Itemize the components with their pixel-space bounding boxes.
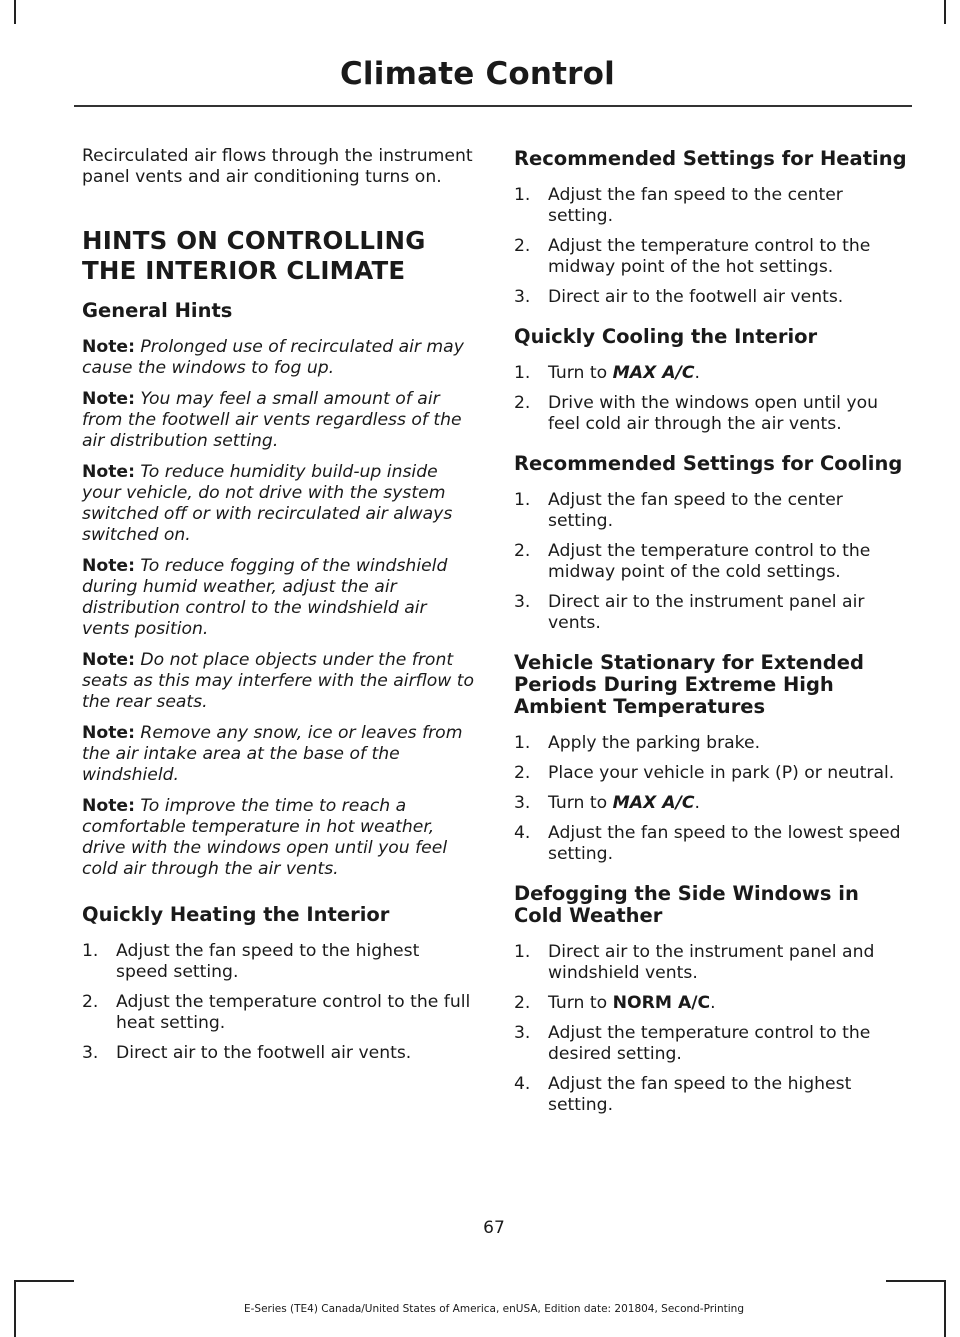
list-item	[514, 823, 908, 865]
list-item	[514, 793, 908, 814]
note-label: Note:	[82, 337, 135, 357]
step-number: 2.	[514, 393, 531, 413]
control-label: MAX A/C	[612, 793, 695, 813]
list-item	[514, 490, 908, 532]
crop-mark	[14, 0, 16, 24]
list-item	[514, 993, 908, 1014]
section-title: HINTS ON CONTROLLING THE INTERIOR CLIMATE	[82, 226, 426, 285]
step-number: 2.	[82, 992, 99, 1012]
note	[82, 462, 476, 546]
rec-heat-steps	[514, 185, 908, 308]
step-number: 3.	[82, 1043, 99, 1063]
intro-paragraph: Recirculated air flows through the instrument panel vents and air conditioning turns on.	[82, 146, 473, 187]
step-text: Adjust the temperature control to the midway point of the hot settings.	[548, 236, 871, 277]
step-number: 4.	[514, 823, 531, 843]
step-text: Direct air to the instrument panel air vents.	[548, 592, 865, 633]
step-text: Adjust the fan speed to the highest setting.	[548, 1074, 852, 1115]
note-label: Note:	[82, 462, 135, 482]
step-number: 1.	[514, 363, 531, 383]
step-text-part: Turn to	[548, 993, 608, 1013]
step-text: Adjust the fan speed to the highest speed setting.	[116, 941, 420, 982]
list-item	[82, 941, 476, 983]
step-text-part: .	[710, 993, 716, 1013]
step-text-part: .	[694, 793, 700, 813]
rec-cool-steps	[514, 490, 908, 634]
step-text: Adjust the fan speed to the lowest speed setting.	[548, 823, 901, 864]
crop-mark	[886, 1280, 946, 1282]
list-item	[514, 541, 908, 583]
step-text: Adjust the temperature control to the desired setting.	[548, 1023, 871, 1064]
note-text: Remove any snow, ice or leaves from the air intake area at the base of the windshield.	[82, 723, 463, 785]
note	[82, 389, 476, 452]
step-text: Adjust the temperature control to the full heat setting.	[116, 992, 471, 1033]
note	[82, 723, 476, 786]
step-number: 4.	[514, 1074, 531, 1094]
quick-cool-steps	[514, 363, 908, 435]
quick-heat-steps	[82, 941, 476, 1064]
stationary-heading: Vehicle Stationary for Extended Periods During Extreme High Ambient Temperatures	[514, 651, 864, 718]
left-column	[82, 146, 476, 1082]
list-item	[514, 393, 908, 435]
quick-heat-heading: Quickly Heating the Interior	[82, 903, 390, 926]
note	[82, 556, 476, 640]
note-text: To reduce humidity build-up inside your vehicle, do not drive with the system switched off or with recirculated air always switched on.	[82, 462, 453, 545]
page-number: 67	[483, 1218, 505, 1238]
step-text: Apply the parking brake.	[548, 733, 761, 753]
step-text	[548, 363, 908, 384]
list-item	[514, 287, 908, 308]
list-item	[514, 236, 908, 278]
note-label: Note:	[82, 796, 135, 816]
note-label: Note:	[82, 650, 135, 670]
step-number: 1.	[514, 490, 531, 510]
note	[82, 650, 476, 713]
note-label: Note:	[82, 556, 135, 576]
note-label: Note:	[82, 389, 135, 409]
note-text: You may feel a small amount of air from the footwell air vents regardless of the air distribution setting.	[82, 389, 462, 451]
step-number: 3.	[514, 793, 531, 813]
list-item	[82, 1043, 476, 1064]
defog-heading: Defogging the Side Windows in Cold Weather	[514, 882, 859, 927]
control-label: MAX A/C	[612, 363, 695, 383]
list-item	[514, 592, 908, 634]
rec-heat-heading: Recommended Settings for Heating	[514, 147, 907, 170]
crop-mark	[14, 1280, 74, 1282]
step-text: Place your vehicle in park (P) or neutral.	[548, 763, 895, 783]
rec-cool-heading: Recommended Settings for Cooling	[514, 452, 903, 475]
step-text	[548, 793, 908, 814]
page-title: Climate Control	[339, 56, 615, 92]
list-item	[514, 363, 908, 384]
step-text: Adjust the fan speed to the center setting.	[548, 185, 843, 226]
list-item	[514, 763, 908, 784]
step-number: 2.	[514, 763, 531, 783]
note-text: To improve the time to reach a comfortable temperature in hot weather, drive with the windows open until you feel cold air through the air vents.	[82, 796, 448, 879]
step-number: 1.	[514, 185, 531, 205]
step-text: Adjust the fan speed to the center setting.	[548, 490, 843, 531]
step-number: 1.	[82, 941, 99, 961]
step-text-part: Turn to	[548, 793, 608, 813]
list-item	[514, 1074, 908, 1116]
header-divider	[74, 105, 912, 107]
stationary-steps	[514, 733, 908, 865]
step-number: 2.	[514, 541, 531, 561]
step-text: Adjust the temperature control to the midway point of the cold settings.	[548, 541, 871, 582]
step-number: 1.	[514, 942, 531, 962]
list-item	[82, 992, 476, 1034]
list-item	[514, 185, 908, 227]
note	[82, 796, 476, 880]
step-text-part: Turn to	[548, 363, 608, 383]
step-number: 3.	[514, 592, 531, 612]
right-column	[514, 148, 908, 1134]
note-text: Do not place objects under the front seats as this may interfere with the airflow to the rear seats.	[82, 650, 475, 712]
step-text: Direct air to the footwell air vents.	[116, 1043, 412, 1063]
general-hints-heading: General Hints	[82, 299, 233, 322]
step-number: 2.	[514, 236, 531, 256]
step-text: Drive with the windows open until you feel cold air through the air vents.	[548, 393, 878, 434]
footer-text: E-Series (TE4) Canada/United States of America, enUSA, Edition date: 201804, Second-Printing	[243, 1303, 744, 1315]
note-text: To reduce fogging of the windshield during humid weather, adjust the air distribution control to the windshield air vents position.	[82, 556, 448, 639]
step-text: Direct air to the footwell air vents.	[548, 287, 844, 307]
note-label: Note:	[82, 723, 135, 743]
step-text	[548, 993, 908, 1014]
step-number: 1.	[514, 733, 531, 753]
crop-mark	[944, 0, 946, 24]
list-item	[514, 942, 908, 984]
list-item	[514, 1023, 908, 1065]
note	[82, 337, 476, 379]
note-text: Prolonged use of recirculated air may cause the windows to fog up.	[82, 337, 464, 378]
step-number: 3.	[514, 287, 531, 307]
defog-steps	[514, 942, 908, 1116]
step-text-part: .	[694, 363, 700, 383]
step-text: Direct air to the instrument panel and windshield vents.	[548, 942, 875, 983]
step-number: 2.	[514, 993, 531, 1013]
control-label: NORM A/C	[612, 993, 711, 1013]
list-item	[514, 733, 908, 754]
step-number: 3.	[514, 1023, 531, 1043]
quick-cool-heading: Quickly Cooling the Interior	[514, 325, 818, 348]
